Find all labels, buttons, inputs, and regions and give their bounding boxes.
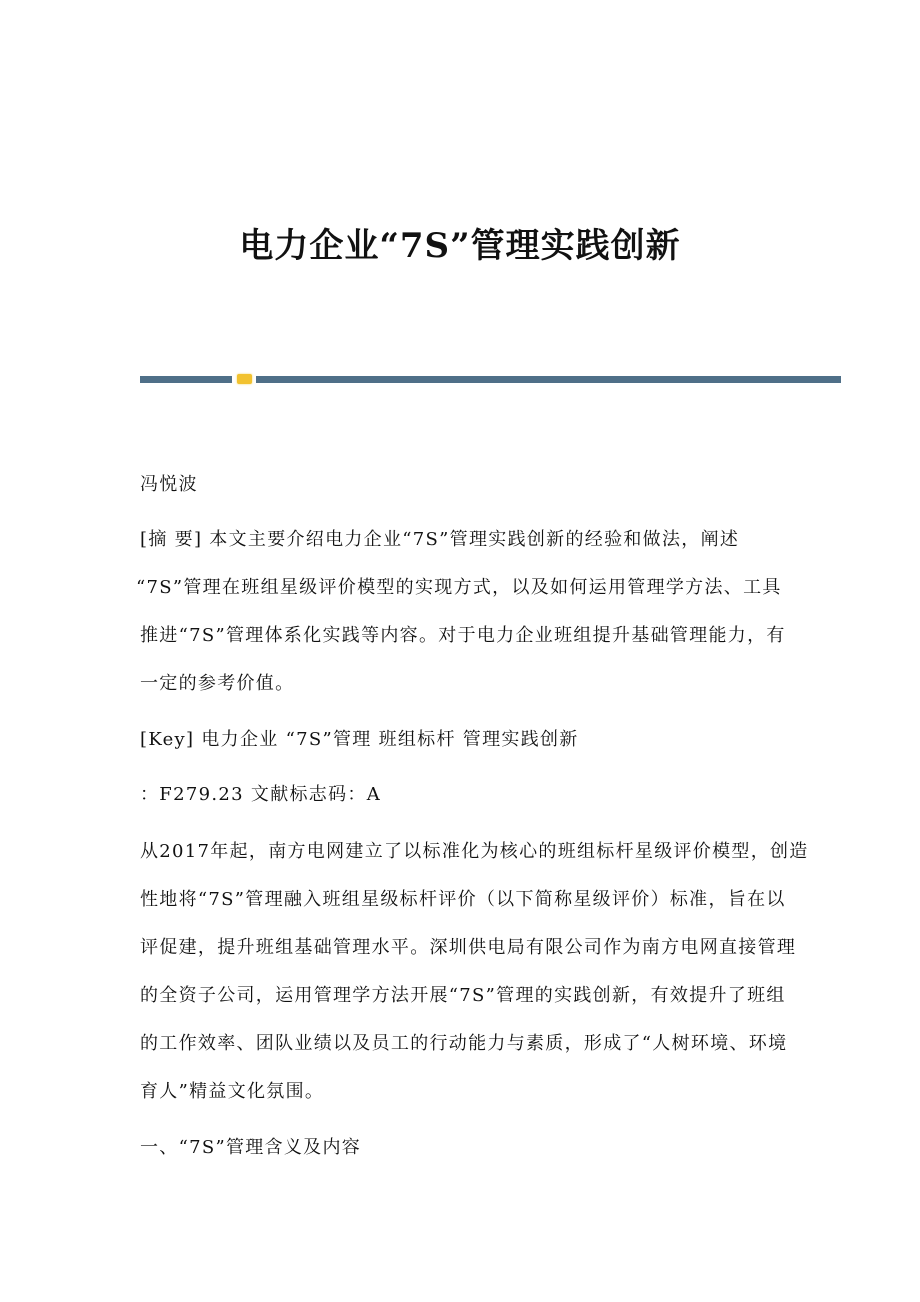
abstract-line: 推进“7S”管理体系化实践等内容。对于电力企业班组提升基础管理能力，有 [140, 625, 786, 646]
divider-right [256, 376, 841, 383]
abstract-line: 一定的参考价值。 [140, 673, 295, 694]
body-line: 的工作效率、团队业绩以及员工的行动能力与素质，形成了“人树环境、环境 [140, 1033, 788, 1054]
divider-ornament-icon [237, 374, 252, 384]
section-heading: 一、“7S”管理含义及内容 [140, 1137, 362, 1158]
document-title: 电力企业“7S”管理实践创新 [239, 226, 681, 266]
classification: ：F279.23 文献标志码：A [140, 784, 381, 805]
body-line: 从2017年起，南方电网建立了以标准化为核心的班组标杆星级评价模型，创造 [140, 841, 809, 862]
body-line: 评促建，提升班组基础管理水平。深圳供电局有限公司作为南方电网直接管理 [140, 937, 797, 958]
abstract-line: [摘 要] 本文主要介绍电力企业“7S”管理实践创新的经验和做法，阐述 [140, 529, 740, 550]
body-line: 的全资子公司，运用管理学方法开展“7S”管理的实践创新，有效提升了班组 [140, 985, 786, 1006]
body-line: 育人”精益文化氛围。 [140, 1081, 325, 1102]
keywords: [Key] 电力企业 “7S”管理 班组标杆 管理实践创新 [140, 729, 579, 750]
divider-left [140, 376, 232, 383]
author: 冯悦波 [140, 474, 198, 495]
abstract-line: “7S”管理在班组星级评价模型的实现方式，以及如何运用管理学方法、工具 [136, 577, 782, 598]
body-line: 性地将“7S”管理融入班组星级标杆评价（以下简称星级评价）标准，旨在以 [140, 889, 786, 910]
